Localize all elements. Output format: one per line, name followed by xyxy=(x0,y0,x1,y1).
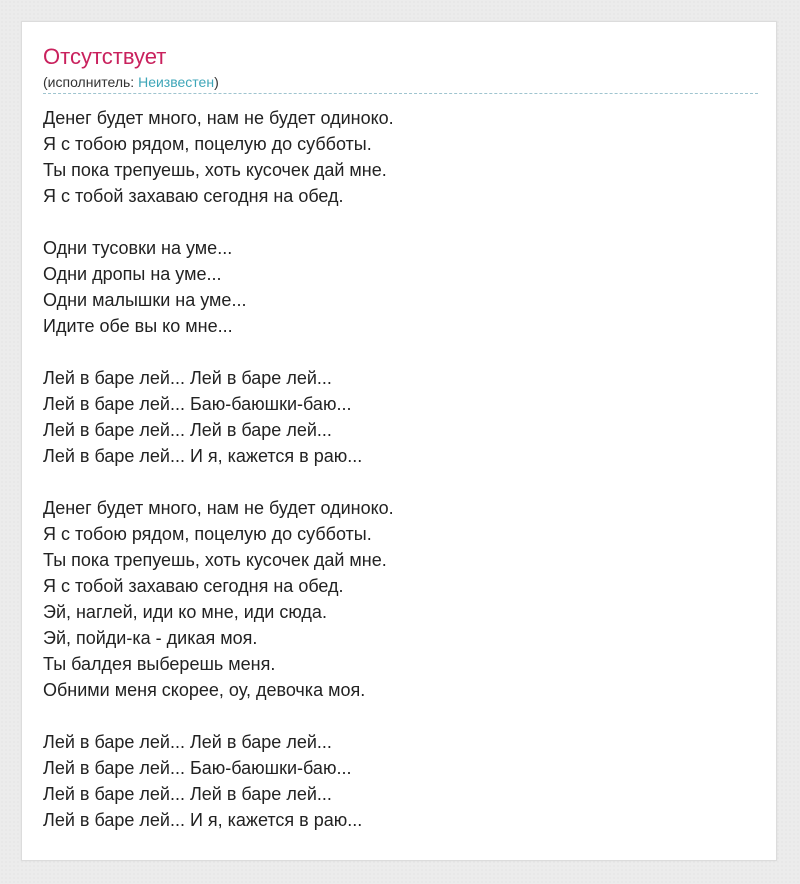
lyric-line: Я с тобой захаваю сегодня на обед. xyxy=(43,576,344,596)
lyric-line: Обними меня скорее, оу, девочка моя. xyxy=(43,680,366,700)
lyrics-card xyxy=(21,21,777,861)
stanza-2 xyxy=(43,235,758,339)
lyric-line: Я с тобою рядом, поцелую до субботы. xyxy=(43,524,372,544)
lyric-line: Лей в баре лей... И я, кажется в раю... xyxy=(43,810,363,830)
lyric-line: Лей в баре лей... И я, кажется в раю... xyxy=(43,446,363,466)
lyric-line: Денег будет много, нам не будет одиноко. xyxy=(43,108,394,128)
lyric-line: Ты пока трепуешь, хоть кусочек дай мне. xyxy=(43,160,387,180)
title-divider xyxy=(43,93,758,94)
lyric-line: Лей в баре лей... Лей в баре лей... xyxy=(43,732,332,752)
stanza-1 xyxy=(43,105,758,209)
lyrics-body xyxy=(43,105,758,859)
lyric-line: Ты пока трепуешь, хоть кусочек дай мне. xyxy=(43,550,387,570)
lyric-line: Ты балдея выберешь меня. xyxy=(43,654,276,674)
lyric-line: Лей в баре лей... Лей в баре лей... xyxy=(43,784,332,804)
stanza-5 xyxy=(43,729,758,833)
lyric-line: Одни дропы на уме... xyxy=(43,264,222,284)
artist-link[interactable]: Неизвестен xyxy=(138,74,215,90)
lyric-line: Одни тусовки на уме... xyxy=(43,238,233,258)
lyric-line: Эй, пойди-ка - дикая моя. xyxy=(43,628,258,648)
lyric-line: Лей в баре лей... Лей в баре лей... xyxy=(43,420,332,440)
stanza-3 xyxy=(43,365,758,469)
artist-line xyxy=(43,73,219,91)
lyric-line: Денег будет много, нам не будет одиноко. xyxy=(43,498,394,518)
lyric-line: Эй, наглей, иди ко мне, иди сюда. xyxy=(43,602,327,622)
lyric-line: Одни малышки на уме... xyxy=(43,290,247,310)
stanza-4 xyxy=(43,495,758,703)
song-title: Отсутствует xyxy=(43,44,167,69)
artist-prefix: (исполнитель: xyxy=(43,74,139,90)
lyric-line: Идите обе вы ко мне... xyxy=(43,316,233,336)
lyric-line: Лей в баре лей... Баю-баюшки-баю... xyxy=(43,758,352,778)
lyric-line: Лей в баре лей... Баю-баюшки-баю... xyxy=(43,394,352,414)
lyric-line: Я с тобой захаваю сегодня на обед. xyxy=(43,186,344,206)
lyric-line: Я с тобою рядом, поцелую до субботы. xyxy=(43,134,372,154)
lyric-line: Лей в баре лей... Лей в баре лей... xyxy=(43,368,332,388)
artist-suffix: ) xyxy=(214,74,219,90)
